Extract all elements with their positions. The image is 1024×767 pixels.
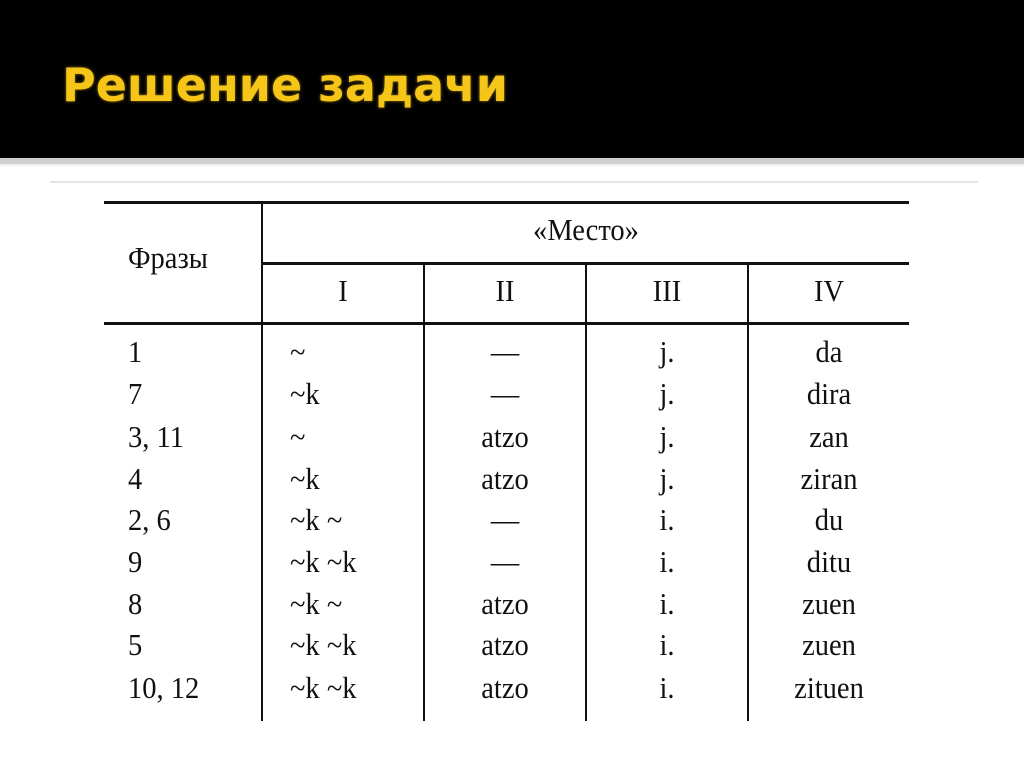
column-header: II [495,273,515,308]
column-divider [423,263,425,721]
value-cell: dira [806,376,852,411]
value-cell: i. [659,502,675,537]
value-cell: — [490,544,520,579]
divider [0,164,1024,166]
value-cell: j. [659,461,675,496]
column-divider [585,263,587,721]
value-cell: ~k ~k [290,670,357,705]
value-cell: — [490,502,520,537]
value-cell: j. [659,334,675,369]
header-bottom-border [104,322,909,325]
value-cell: ~k ~k [290,627,357,662]
phrase-cell: 1 [128,334,143,369]
value-cell: ~k [290,376,320,411]
value-cell: ditu [806,544,852,579]
value-cell: da [815,334,843,369]
phrase-cell: 5 [128,627,143,662]
column-header: I [338,273,348,308]
value-cell: atzo [481,627,529,662]
value-cell: j. [659,419,675,454]
value-cell: i. [659,627,675,662]
phrase-cell: 10, 12 [128,670,200,705]
divider [50,181,978,183]
value-cell: ziran [800,461,858,496]
row-header: Фразы [128,240,208,275]
value-cell: ~k ~k [290,544,357,579]
value-cell: j. [659,376,675,411]
value-cell: i. [659,586,675,621]
value-cell: zituen [794,670,864,705]
value-cell: — [490,334,520,369]
table-top-border [104,201,909,204]
value-cell: ~k [290,461,320,496]
column-header: IV [813,273,845,308]
value-cell: ~ [290,334,306,369]
value-cell: zan [809,419,849,454]
phrase-cell: 4 [128,461,143,496]
column-header: III [652,273,682,308]
value-cell: i. [659,544,675,579]
column-divider [261,201,263,721]
value-cell: zuen [802,627,856,662]
phrase-cell: 7 [128,376,143,411]
value-cell: atzo [481,461,529,496]
phrase-cell: 2, 6 [128,502,171,537]
value-cell: ~k ~ [290,502,343,537]
phrase-cell: 3, 11 [128,419,184,454]
value-cell: atzo [481,419,529,454]
value-cell: zuen [802,586,856,621]
group-header: «Место» [533,212,639,247]
value-cell: — [490,376,520,411]
value-cell: atzo [481,586,529,621]
value-cell: du [814,502,844,537]
slide-title: Решение задачи [62,58,508,112]
value-cell: i. [659,670,675,705]
value-cell: ~ [290,419,306,454]
phrase-cell: 8 [128,586,143,621]
column-divider [747,263,749,721]
phrase-cell: 9 [128,544,143,579]
value-cell: ~k ~ [290,586,343,621]
value-cell: atzo [481,670,529,705]
